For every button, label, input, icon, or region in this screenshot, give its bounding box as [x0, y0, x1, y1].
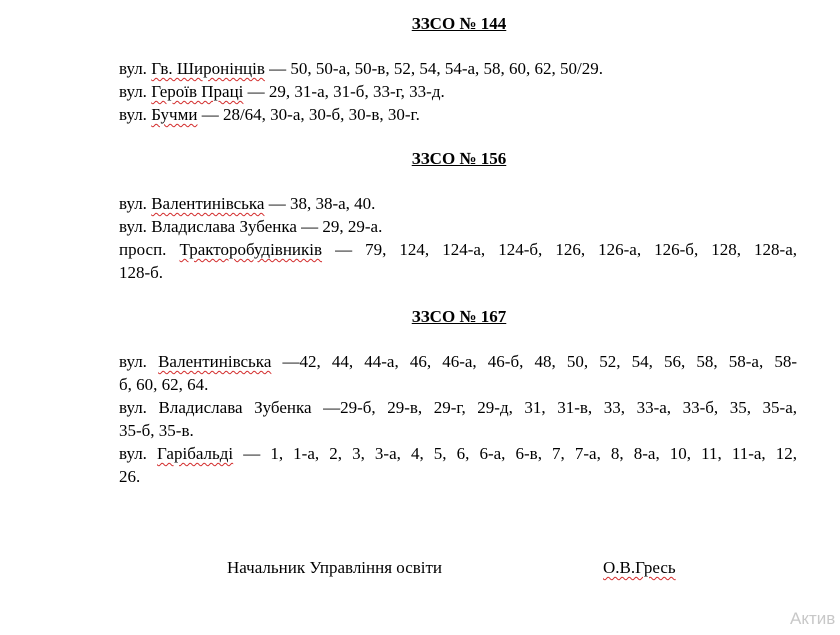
heading-school-156: ЗЗСО № 156 [411, 149, 507, 168]
activation-watermark: Актив [790, 609, 836, 628]
signature-title: Начальник Управління освіти [227, 558, 443, 577]
house-numbers: — 29, 29-а. [296, 217, 383, 236]
house-numbers: — 50, 50-а, 50-в, 52, 54, 54-а, 58, 60, 62, 50/29. [264, 59, 603, 78]
street-name: Гарібальді [157, 444, 234, 463]
street-name: Героїв Праці [151, 82, 244, 101]
house-numbers: —29-б, 29-в, 29-г, 29-д, 31, 31-в, 33, 33-а, 33-б, 35, 35-а, [311, 398, 798, 417]
house-numbers: — 29, 31-а, 31-б, 33-г, 33-д. [243, 82, 445, 101]
street-name: Владислава Зубенка [151, 217, 297, 236]
signature-name: О.В.Гресь [603, 558, 676, 577]
street-prefix: просп. [119, 240, 167, 259]
address-line [119, 58, 603, 80]
street-name: Валентинівська [158, 352, 272, 371]
address-continuation: 26. [119, 467, 141, 486]
street-prefix: вул. [119, 59, 147, 78]
address-line [119, 351, 797, 373]
house-numbers: — 38, 38-а, 40. [264, 194, 376, 213]
address-line [119, 216, 382, 238]
house-numbers: — 1, 1-а, 2, 3, 3-а, 4, 5, 6, 6-а, 6-в, 7, 7-а, 8, 8-а, 10, 11, 11-а, 12, [233, 444, 797, 463]
street-name: Владислава Зубенка [158, 398, 312, 417]
address-continuation: 128-б. [119, 263, 164, 282]
heading-school-144: ЗЗСО № 144 [411, 14, 507, 33]
street-prefix: вул. [119, 82, 147, 101]
street-prefix: вул. [119, 444, 147, 463]
street-prefix: вул. [119, 398, 147, 417]
house-numbers: — 79, 124, 124-а, 124-б, 126, 126-а, 126-б, 128, 128-а, [322, 240, 797, 259]
house-numbers: —42, 44, 44-а, 46, 46-а, 46-б, 48, 50, 52, 54, 56, 58, 58-а, 58- [271, 352, 798, 371]
address-line [119, 81, 445, 103]
heading-school-167: ЗЗСО № 167 [411, 307, 507, 326]
address-line [119, 443, 797, 465]
street-name: Гв. Широнінців [151, 59, 265, 78]
street-prefix: вул. [119, 105, 147, 124]
address-line [119, 193, 375, 215]
street-prefix: вул. [119, 217, 147, 236]
address-line [119, 239, 797, 261]
address-line [119, 397, 797, 419]
address-continuation: б, 60, 62, 64. [119, 375, 209, 394]
house-numbers: — 28/64, 30-а, 30-б, 30-в, 30-г. [197, 105, 420, 124]
street-name: Бучми [151, 105, 198, 124]
street-prefix: вул. [119, 194, 147, 213]
street-prefix: вул. [119, 352, 147, 371]
street-name: Валентинівська [151, 194, 265, 213]
street-name: Тракторобудівників [179, 240, 323, 259]
address-continuation: 35-б, 35-в. [119, 421, 194, 440]
address-line [119, 104, 420, 126]
